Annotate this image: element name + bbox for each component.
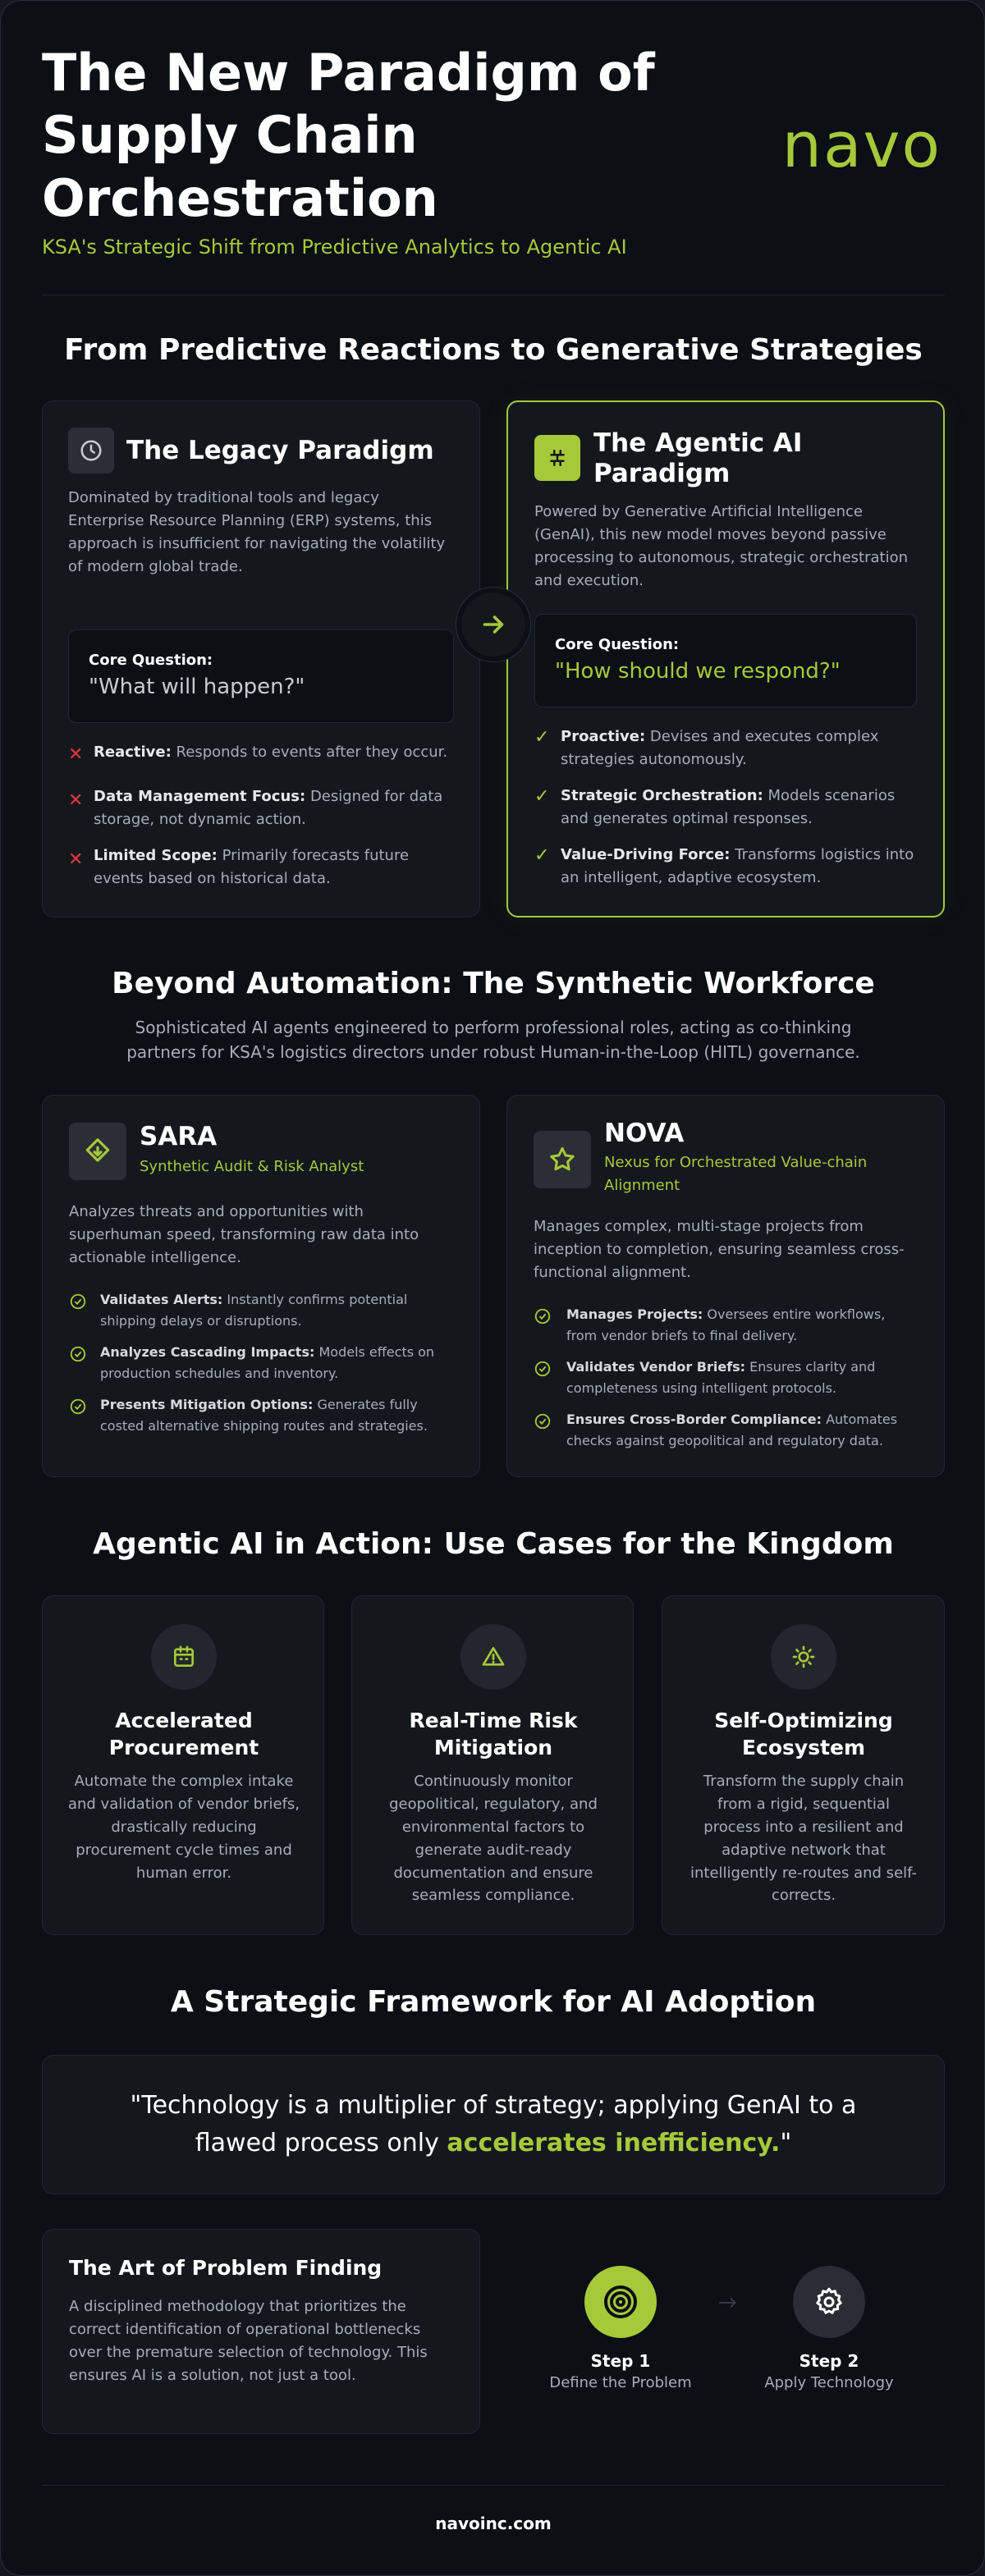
footer-website-link[interactable]: navoinc.com	[435, 2514, 552, 2533]
arrow-right-icon	[456, 588, 530, 661]
cross-icon: ✕	[68, 849, 84, 870]
legacy-paradigm-card	[42, 400, 480, 917]
check-circle-icon	[69, 1398, 87, 1416]
problem-finding-text: A disciplined methodology that prioritizes the correct identification of operational bottlenecks over the premature selection of technology. This ensures AI is a solution, not just a tool.	[69, 2298, 428, 2384]
section-title-framework: A Strategic Framework for AI Adoption	[170, 1985, 817, 2019]
warning-icon	[460, 1624, 526, 1690]
cross-icon: ✕	[68, 790, 84, 811]
workforce-description: Sophisticated AI agents engineered to perform professional roles, acting as co-thinking partners for KSA's logistics directors under robust Human-in-the-Loop (HITL) governance.	[126, 1018, 860, 1062]
agent-role: Synthetic Audit & Risk Analyst	[140, 1158, 364, 1175]
strategy-quote: "Technology is a multiplier of strategy; applying GenAI to a flawed process only accelerates inefficiency."	[42, 2055, 945, 2194]
page-title: The New Paradigm of Supply Chain Orchestration	[42, 43, 655, 228]
chip-icon	[534, 435, 580, 481]
agent-role: Nexus for Orchestrated Value-chain Alignment	[604, 1154, 868, 1194]
arrow-right-icon	[718, 2293, 738, 2313]
check-icon: ✓	[534, 786, 550, 807]
agent-description: Analyzes threats and opportunities with superhuman speed, transforming raw data into actionable intelligence.	[69, 1203, 419, 1266]
clock-icon	[68, 428, 114, 474]
section-title-paradigm: From Predictive Reactions to Generative Strategies	[64, 333, 923, 367]
agent-point: Analyzes Cascading Impacts: Models effects on production schedules and inventory.	[100, 1344, 435, 1381]
use-case-text: Continuously monitor geopolitical, regulatory, and environmental factors to generate audit-ready documentation and ensure seamless compliance.	[389, 1773, 598, 1905]
legacy-question: "What will happen?"	[89, 675, 305, 699]
section-title-workforce: Beyond Automation: The Synthetic Workforce	[112, 967, 875, 1000]
agentic-point: Proactive: Devises and executes complex strategies autonomously.	[561, 728, 879, 768]
agentic-point: Strategic Orchestration: Models scenarios and generates optimal responses.	[561, 787, 896, 827]
agentic-question-box	[534, 614, 917, 707]
divider	[42, 2485, 945, 2486]
problem-finding-title: The Art of Problem Finding	[69, 2256, 383, 2280]
shield-search-icon	[69, 1123, 126, 1180]
use-case-card	[662, 1595, 945, 1935]
agentic-point: Value-Driving Force: Transforms logistics into an intelligent, adaptive ecosystem.	[561, 846, 914, 886]
legacy-point: Data Management Focus: Designed for data storage, not dynamic action.	[94, 788, 443, 828]
agent-card-sara	[42, 1095, 480, 1477]
use-case-title: Self-Optimizing Ecosystem	[714, 1709, 893, 1759]
check-circle-icon	[69, 1293, 87, 1311]
gear-icon	[793, 2266, 865, 2338]
use-case-text: Automate the complex intake and validation of vendor briefs, drastically reducing procurement cycle times and human error.	[67, 1773, 300, 1882]
agentic-title: The Agentic AI Paradigm	[593, 428, 803, 489]
legacy-title: The Legacy Paradigm	[126, 436, 434, 465]
use-case-card	[42, 1595, 324, 1935]
sun-icon	[771, 1624, 836, 1690]
legacy-point: Limited Scope: Primarily forecasts future events based on historical data.	[94, 847, 410, 887]
use-case-title: Accelerated Procurement	[108, 1709, 259, 1759]
step-label: Step 1	[590, 2351, 651, 2371]
use-case-card	[351, 1595, 634, 1935]
agent-description: Manages complex, multi-stage projects from inception to completion, ensuring seamless cross-functional alignment.	[534, 1218, 905, 1281]
agent-name: NOVA	[604, 1119, 685, 1148]
cross-icon: ✕	[68, 744, 84, 765]
calendar-icon	[151, 1624, 217, 1690]
step-description: Apply Technology	[764, 2374, 894, 2391]
check-circle-icon	[534, 1412, 552, 1430]
step-description: Define the Problem	[549, 2374, 692, 2391]
legacy-description: Dominated by traditional tools and legacy Enterprise Resource Planning (ERP) systems, this approach is insufficient for navigating the volatility of modern global trade.	[68, 489, 446, 575]
check-circle-icon	[69, 1345, 87, 1363]
star-icon	[534, 1131, 591, 1188]
target-icon	[584, 2266, 657, 2338]
agent-point: Validates Vendor Briefs: Ensures clarity and completeness using intelligent protocols.	[566, 1359, 876, 1396]
question-label: Core Question:	[555, 636, 680, 653]
check-icon: ✓	[534, 845, 550, 866]
agentic-question: "How should we respond?"	[555, 659, 841, 684]
agentic-paradigm-card	[506, 400, 945, 917]
agent-point: Ensures Cross-Border Compliance: Automates checks against geopolitical and regulatory data.	[566, 1412, 898, 1448]
problem-finding-card	[42, 2229, 480, 2434]
agent-point: Validates Alerts: Instantly confirms potential shipping delays or disruptions.	[100, 1292, 408, 1329]
legacy-point: Reactive: Responds to events after they occur.	[94, 744, 448, 761]
check-circle-icon	[534, 1307, 552, 1325]
step-label: Step 2	[799, 2351, 859, 2371]
legacy-question-box	[68, 629, 454, 723]
agent-point: Manages Projects: Oversees entire workflows, from vendor briefs to final delivery.	[566, 1306, 886, 1343]
section-title-use-cases: Agentic AI in Action: Use Cases for the Kingdom	[93, 1527, 894, 1561]
check-icon: ✓	[534, 727, 550, 748]
use-case-text: Transform the supply chain from a rigid, sequential process into a resilient and adaptive network that intelligently re-routes and self-corrects.	[690, 1773, 917, 1905]
agent-name: SARA	[140, 1122, 218, 1151]
agent-point: Presents Mitigation Options: Generates fully costed alternative shipping routes and strategies.	[100, 1397, 428, 1434]
check-circle-icon	[534, 1360, 552, 1378]
page-subtitle: KSA's Strategic Shift from Predictive Analytics to Agentic AI	[42, 236, 627, 259]
navo-logo: navo	[781, 108, 941, 181]
question-label: Core Question:	[89, 652, 213, 669]
agentic-description: Powered by Generative Artificial Intelligence (GenAI), this new model moves beyond passive processing to autonomous, strategic orchestration and execution.	[534, 503, 909, 589]
use-case-title: Real-Time Risk Mitigation	[409, 1709, 578, 1759]
agent-card-nova	[506, 1095, 945, 1477]
